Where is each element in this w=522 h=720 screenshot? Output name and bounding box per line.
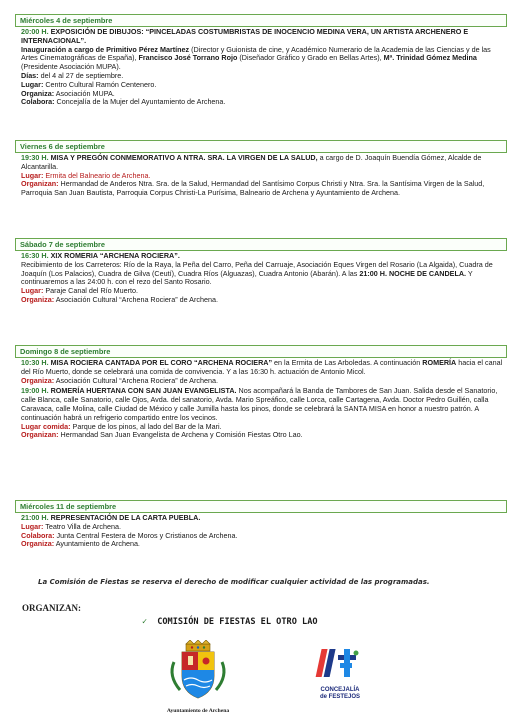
event-text: en la Ermita de Las Arboledas. A continuación: [272, 358, 423, 367]
inauguration-name: Francisco José Torrano Rojo: [138, 53, 238, 63]
organiza-value: Ayuntamiento de Archena.: [54, 539, 140, 549]
event-block: [15, 153, 507, 198]
coat-of-arms-icon: [158, 640, 238, 702]
section-sep-4: [15, 14, 507, 107]
event-time: 16:30 H.: [21, 251, 49, 260]
event-keyword: ROMERÍA: [422, 358, 457, 367]
inauguration-text: (Diseñador Gráfico y Grado en Bellas Artes),: [237, 53, 384, 63]
organiza-label: Organiza:: [21, 294, 55, 304]
inauguration-label: Inauguración a cargo de Primitivo Pérez Martínez: [21, 44, 190, 54]
event-time: 19:30 H.: [21, 153, 49, 162]
day-header: Domingo 8 de septiembre: [15, 345, 507, 358]
day-header: Miércoles 4 de septiembre: [15, 14, 507, 27]
event-title: MISA Y PREGÓN CONMEMORATIVO A NTRA. SRA. LA VIRGEN DE LA SALUD,: [50, 153, 318, 162]
lugar-comida-label: Lugar comida:: [21, 421, 71, 431]
concejalia-line1: CONCEJALÍA: [320, 687, 360, 693]
lugar-value: Centro Cultural Ramón Centenero.: [43, 79, 157, 89]
organizer-name: COMISIÓN DE FIESTAS EL OTRO LAO: [157, 617, 318, 627]
organiza-value: Asociación MUPA.: [54, 88, 115, 98]
organiza-label: Organiza:: [21, 88, 55, 98]
event-time: 21:00 H.: [21, 513, 49, 522]
organizan-value: Hermandad San Juan Evangelista de Archena y Comisión Fiestas Otro Lao.: [58, 430, 303, 440]
event-time: 19:00 H.: [21, 386, 49, 396]
colabora-value: Concejalía de la Mujer del Ayuntamiento de Archena.: [54, 97, 226, 107]
event-title: EXPOSICIÓN DE DIBUJOS: “PINCELADAS COSTUMBRISTAS DE INOCENCIO MEDINA VERA, UN ARTISTA ARCHENERO E INTERNACIONAL”.: [21, 27, 469, 45]
concejalia-caption: [300, 687, 380, 701]
organiza-value: Asociación Cultural “Archena Rociera” de Archena.: [54, 375, 218, 385]
lugar-label: Lugar:: [21, 286, 44, 296]
event-block: [15, 358, 507, 385]
event-title: MISA ROCIERA CANTADA POR EL CORO “ARCHENA ROCIERA”: [50, 358, 273, 367]
lugar-value: Parque de los pinos, al lado del Bar de la Mari.: [70, 421, 222, 431]
disclaimer-notice: La Comisión de Fiestas se reserva el derecho de modificar cualquier actividad de las programadas.: [38, 578, 430, 586]
event-text: Nos acompañará la Banda de Tambores de San Juan. Salida desde el Sanatorio, calle Blanca, calle Sanatorio, calle Ojos, Avda. del sanatorio, Avda. Mario Spreáfico, calle Lorca, calle Cartagena, Avda. Doctor Pedro Guillén, calla Caravaca, calle Molina, calle Ciudad de México y calle Jumilla hasta los pinos, donde se celebrará la SANTA MISA en honor a nuestro patrón. A continuación habrá un refrigerio compartido entre los vecinos.: [21, 386, 498, 422]
event-time: 20:00 H.: [21, 27, 49, 36]
organizers-title: ORGANIZAN:: [22, 603, 82, 613]
event-text: Y continuaremos a las 24:00 h. con el rezo del Santo Rosario.: [21, 268, 473, 287]
event-block: [15, 513, 507, 549]
lugar-label: Lugar:: [21, 521, 44, 531]
colabora-label: Colabora:: [21, 97, 55, 107]
event-block: [15, 385, 507, 440]
ayuntamiento-logo: [158, 640, 238, 714]
lugar-value: Ermita del Balneario de Archena.: [43, 170, 151, 180]
organizan-label: Organizan:: [21, 179, 59, 189]
organiza-label: Organiza:: [21, 539, 55, 549]
lugar-value: Paraje Canal del Río Muerto.: [43, 286, 139, 296]
lugar-label: Lugar:: [21, 170, 44, 180]
section-sep-8: [15, 345, 507, 440]
section-sep-7: [15, 238, 507, 305]
lugar-value: Teatro Villa de Archena.: [43, 521, 122, 531]
organizer-item: [142, 617, 318, 627]
event-time: 10:30 H.: [21, 358, 49, 367]
organizan-label: Organizan:: [21, 430, 59, 440]
colabora-label: Colabora:: [21, 530, 55, 540]
inauguration-name: Mª. Trinidad Gómez Medina: [383, 53, 477, 63]
event-block: [15, 27, 507, 107]
colabora-value: Junta Central Festera de Moros y Cristianos de Archena.: [54, 530, 238, 540]
event-text: a cargo de D. Joaquín Buendía Gómez, Alcalde de Alcantarilla.: [21, 153, 482, 171]
dias-value: del 4 al 27 de septiembre.: [38, 70, 124, 80]
inauguration-text: (Presidente Asociación MUPA).: [21, 62, 121, 72]
event-text: Recibimiento de los Carreteros: Río de la Raya, la Peña del Carro, Peña del Carruaje, Asociación Eques Virgen del Rosario (La Algaida), Cuadra de Joaquín (Los Palacios), Cuadra de Gilva (Ceutí), Cuadra Ríos (Alguazas), Cuadra Antonio (Abarán). A las: [21, 259, 493, 278]
event-title: REPRESENTACIÓN DE LA CARTA PUEBLA.: [50, 513, 201, 522]
dias-label: Días:: [21, 70, 39, 80]
day-header: Viernes 6 de septiembre: [15, 140, 507, 153]
event-block: [15, 251, 507, 305]
organiza-label: Organiza:: [21, 375, 55, 385]
event-title: ROMERÍA HUERTANA CON SAN JUAN EVANGELISTA.: [50, 386, 237, 396]
section-sep-6: [15, 140, 507, 198]
concejalia-festejos-logo-icon: [300, 647, 380, 681]
event-text: hacia el canal del Río Muerto, donde se celebrará una comida de convivencia. Y a las 16:30 h. actuación de Antonio Micol.: [21, 358, 503, 376]
concejalia-line2: de FESTEJOS: [319, 694, 360, 700]
organizan-value: Hermandad de Anderos Ntra. Sra. de la Salud, Hermandad del Santísimo Corpus Christi y Ntra. Sra. la Santísima Virgen de la Salud, Parroquia San Juan Bautista, Parroquia Corpus Christi-La Purísima, Balneario de Archena y Ayuntamiento de Archena.: [21, 179, 485, 198]
day-header: Sábado 7 de septiembre: [15, 238, 507, 251]
concejalia-logo: [300, 647, 380, 701]
day-header: Miércoles 11 de septiembre: [15, 500, 507, 513]
ayuntamiento-caption: Ayuntamiento de Archena: [166, 708, 230, 714]
inauguration-text: (Director y Guionista de cine, y Académico Numerario de la Academia de las Ciencias y de las Artes Cinematográficas de España),: [21, 44, 491, 63]
section-sep-11: [15, 500, 507, 549]
lugar-label: Lugar:: [21, 79, 44, 89]
event-title: XIX ROMERIA “ARCHENA ROCIERA”.: [50, 251, 180, 260]
event-subtitle: 21:00 H. NOCHE DE CANDELA.: [359, 268, 467, 278]
organiza-value: Asociación Cultural “Archena Rociera” de Archena.: [54, 294, 218, 304]
checkmark-icon: ✓: [142, 617, 148, 627]
